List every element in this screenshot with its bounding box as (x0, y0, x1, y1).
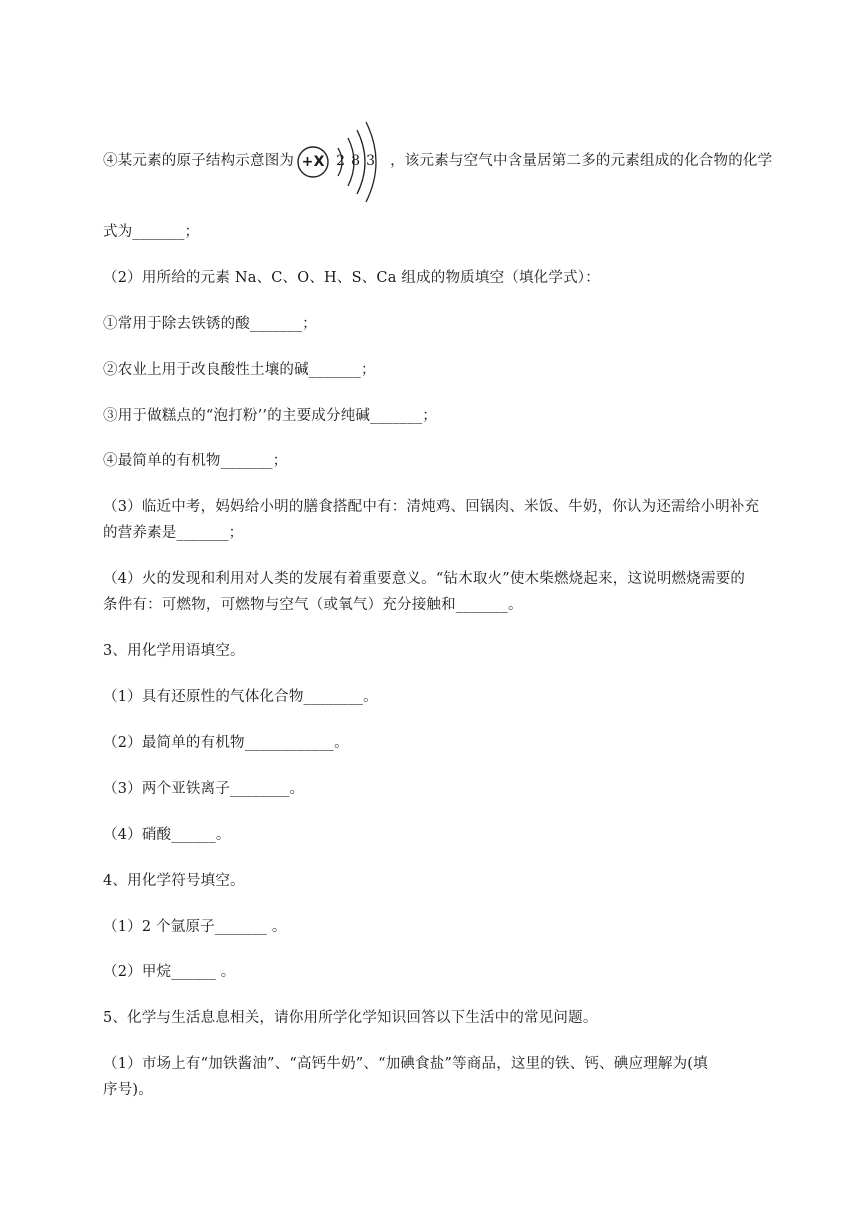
question-4-line (103, 117, 772, 205)
question-3-item-1: （1）具有还原性的气体化合物________。 (103, 689, 378, 705)
part-2-item-3: ③用于做糕点的“泡打粉’’的主要成分纯碱_______； (103, 408, 437, 424)
atomic-structure-diagram (296, 117, 388, 205)
question-3-item-4: （4）硝酸______。 (103, 827, 231, 843)
shell-2-electrons: 8 (351, 153, 361, 169)
part-4-line-2: 条件有：可燃物，可燃物与空气（或氧气）充分接触和_______。 (103, 597, 523, 613)
question-3-item-3: （3）两个亚铁离子________。 (103, 781, 305, 797)
part-4-line-1: （4）火的发现和利用对人类的发展有着重要意义。“钻木取火”使木柴燃烧起来，这说明燃烧需要的 (103, 571, 746, 587)
question-5-item-1-line-2: 序号)。 (103, 1082, 153, 1098)
question-4-item-2: （2）甲烷______ 。 (103, 964, 236, 980)
part-2-item-1: ①常用于除去铁锈的酸_______； (103, 316, 317, 332)
part-2-item-2: ②农业上用于改良酸性土壤的碱_______； (103, 362, 376, 378)
shell-1-electrons: 2 (336, 153, 346, 169)
question-3-item-2: （2）最简单的有机物____________。 (103, 735, 349, 751)
part-2-heading: （2）用所给的元素 Na、C、O、H、S、Ca 组成的物质填空（填化学式）： (103, 270, 600, 286)
question-4-heading: 4、用化学符号填空。 (103, 873, 245, 889)
part-3-line-1: （3）临近中考，妈妈给小明的膳食搭配中有：清炖鸡、回锅肉、米饭、牛奶，你认为还需给小明补充 (103, 499, 760, 515)
part-3-line-2: 的营养素是_______； (103, 525, 244, 541)
nucleus-label: +X (301, 154, 325, 170)
part-2-item-4: ④最简单的有机物_______； (103, 453, 288, 469)
question-5-heading: 5、化学与生活息息相关，请你用所学化学知识回答以下生活中的常见问题。 (103, 1010, 598, 1026)
question-5-item-1-line-1: （1）市场上有“加铁酱油”、“高钙牛奶”、“加碘食盐”等商品，这里的铁、钙、碘应理解为(填 (103, 1056, 708, 1072)
shell-3-electrons: 3 (366, 153, 376, 169)
question-4-continuation: 式为_______； (103, 224, 200, 240)
question-4-text-before: ④某元素的原子结构示意图为 (103, 153, 295, 169)
question-3-heading: 3、用化学用语填空。 (103, 643, 245, 659)
question-4-item-1: （1）2 个氩原子_______ 。 (103, 919, 287, 935)
question-4-text-after: ，该元素与空气中含量居第二多的元素组成的化合物的化学 (390, 153, 773, 169)
